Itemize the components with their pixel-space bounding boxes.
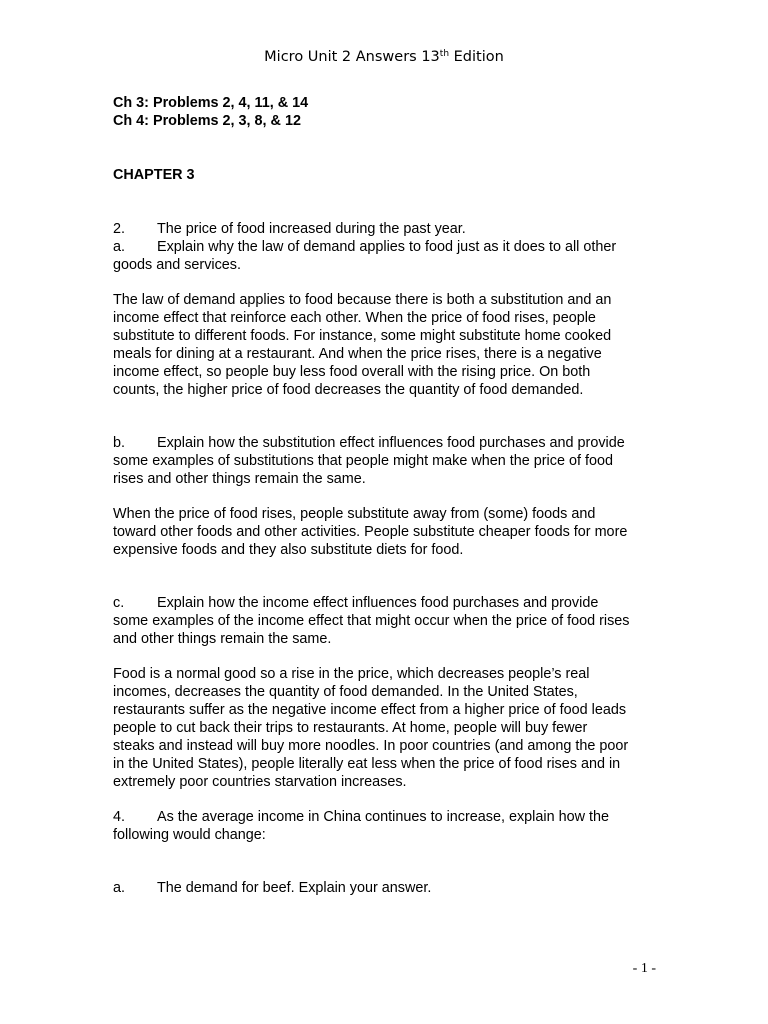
- assignment-line-ch4: Ch 4: Problems 2, 3, 8, & 12: [113, 113, 301, 129]
- answer-line: toward other foods and other activities. People substitute cheaper foods for more: [113, 524, 628, 540]
- question-label: b.: [113, 435, 126, 451]
- question-number: 4.: [113, 809, 126, 825]
- answer-line: expensive foods and they also substitute diets for food.: [113, 542, 464, 558]
- answer-2c: [113, 665, 661, 791]
- header-title-text: Micro Unit 2 Answers 13: [264, 49, 440, 65]
- answer-line: The law of demand applies to food because there is both a substitution and an: [113, 292, 612, 308]
- answer-line: steaks and instead will buy more noodles. In poor countries (and among the poor: [113, 738, 629, 754]
- question-2: [113, 220, 661, 238]
- question-2c: [113, 594, 661, 648]
- question-label: c.: [113, 595, 125, 611]
- question-text-line: following would change:: [113, 827, 266, 843]
- question-text-line: As the average income in China continues to increase, explain how the: [157, 809, 609, 825]
- document-body: [113, 94, 661, 897]
- answer-line: people to cut back their trips to restaurants. At home, people will buy fewer: [113, 720, 588, 736]
- question-text-line: and other things remain the same.: [113, 631, 332, 647]
- question-2b: [113, 434, 661, 488]
- question-label: a.: [113, 880, 126, 896]
- answer-line: income effect that reinforce each other. When the price of food rises, people: [113, 310, 596, 326]
- question-text-line: some examples of the income effect that might occur when the price of food rises: [113, 613, 630, 629]
- question-number: 2.: [113, 221, 126, 237]
- question-text: The price of food increased during the past year.: [157, 221, 466, 237]
- assignment-line-ch3: Ch 3: Problems 2, 4, 11, & 14: [113, 95, 309, 111]
- answer-line: Food is a normal good so a rise in the price, which decreases people’s real: [113, 666, 590, 682]
- answer-line: counts, the higher price of food decreases the quantity of food demanded.: [113, 382, 584, 398]
- header-title-superscript: th: [439, 49, 450, 59]
- answer-line: meals for dining at a restaurant. And when the price rises, there is a negative: [113, 346, 602, 362]
- question-text-line: rises and other things remain the same.: [113, 471, 366, 487]
- answer-line: substitute to different foods. For instance, some might substitute home cooked: [113, 328, 612, 344]
- answer-2a: [113, 291, 661, 399]
- question-text-line: goods and services.: [113, 257, 241, 273]
- question-text: The demand for beef. Explain your answer.: [157, 880, 432, 896]
- question-text-line: Explain why the law of demand applies to food just as it does to all other: [157, 239, 617, 255]
- question-text-line: some examples of substitutions that people might make when the price of food: [113, 453, 613, 469]
- question-label: a.: [113, 239, 126, 255]
- page-number: - 1 -: [632, 961, 656, 976]
- page-header: [0, 47, 768, 67]
- question-4a: [113, 879, 661, 897]
- answer-line: When the price of food rises, people substitute away from (some) foods and: [113, 506, 596, 522]
- answer-2b: [113, 505, 661, 559]
- question-2a: [113, 238, 661, 274]
- answer-line: income effect, so people buy less food overall with the rising price. On both: [113, 364, 591, 380]
- answer-line: in the United States), people literally eat less when the price of food rises and in: [113, 756, 621, 772]
- question-text-line: Explain how the substitution effect influences food purchases and provide: [157, 435, 625, 451]
- answer-line: restaurants suffer as the negative income effect from a higher price of food leads: [113, 702, 627, 718]
- answer-line: extremely poor countries starvation increases.: [113, 774, 407, 790]
- question-4: [113, 808, 661, 844]
- question-text-line: Explain how the income effect influences food purchases and provide: [157, 595, 599, 611]
- chapter-heading: CHAPTER 3: [113, 167, 195, 183]
- header-title-suffix: Edition: [449, 49, 504, 65]
- answer-line: incomes, decreases the quantity of food demanded. In the United States,: [113, 684, 578, 700]
